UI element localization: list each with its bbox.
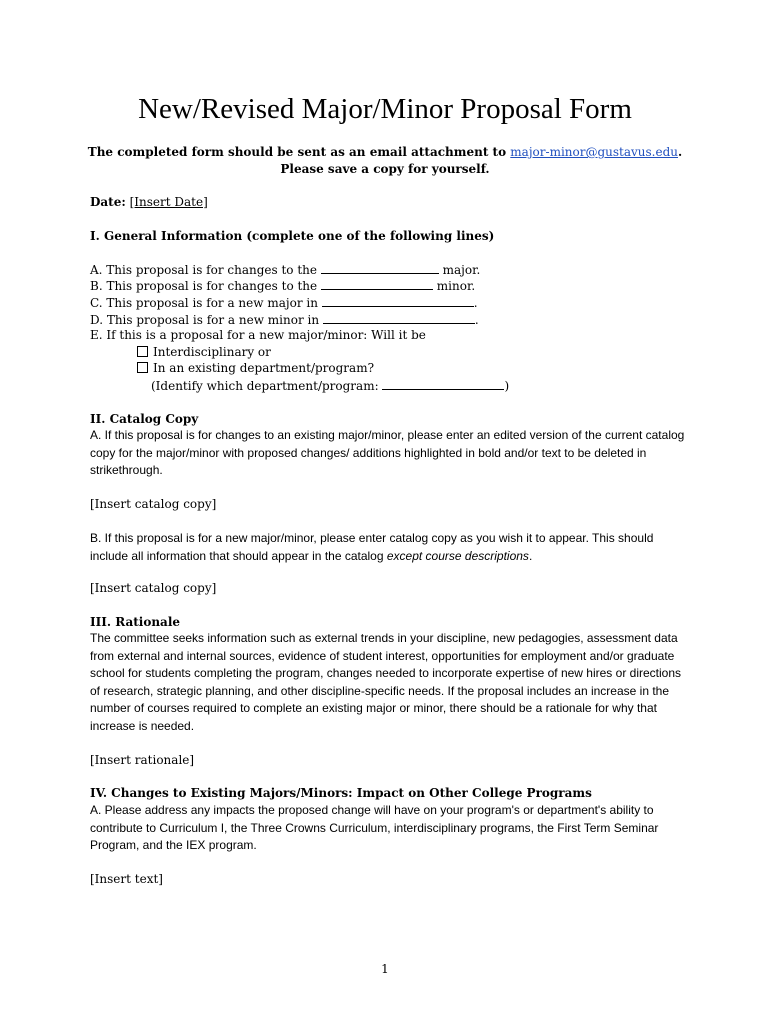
line-d-blank[interactable] (323, 312, 475, 324)
intro-text: The completed form should be sent as an email attachment to (87, 145, 511, 159)
line-c-text: C. This proposal is for a new major in (90, 296, 318, 310)
line-d (90, 312, 479, 327)
date-label: Date: (90, 195, 126, 209)
line-a-text: A. This proposal is for changes to the (90, 263, 317, 277)
line-c-blank[interactable] (322, 295, 474, 307)
section-4-text: A. Please address any impacts the proposed change will have on your program's or department's ability to contribute to Curriculum I, the Three Crowns Curriculum, interdisciplinary programs, the First Term Seminar Program, and the IEX program. (90, 803, 659, 853)
option-existing-department[interactable] (137, 361, 374, 375)
line-d-text: D. This proposal is for a new minor in (90, 313, 320, 327)
date-field[interactable]: [Insert Date] (129, 195, 208, 209)
option-interdisciplinary[interactable] (137, 345, 271, 359)
line-d-suffix: . (474, 313, 479, 327)
line-b-blank[interactable] (321, 278, 433, 290)
section-2-b-italic: except course descriptions (386, 548, 529, 563)
line-a (90, 262, 480, 277)
section-4-heading: IV. Changes to Existing Majors/Minors: Impact on Other College Programs (90, 786, 592, 800)
insert-rationale[interactable]: [Insert rationale] (90, 753, 195, 767)
line-a-blank[interactable] (321, 262, 439, 274)
option-interdisciplinary-label: Interdisciplinary or (153, 345, 271, 359)
insert-text[interactable]: [Insert text] (90, 872, 163, 886)
date-line (90, 195, 208, 209)
page-title: New/Revised Major/Minor Proposal Form (138, 93, 632, 125)
section-2-b-end: . (528, 548, 533, 563)
section-2-b-text (90, 530, 690, 565)
section-3-text: The committee seeks information such as external trends in your discipline, new pedagogies, assessment data from external and internal sources, evidence of student interest, opportunities for employment and/or graduate school for students completing the program, changes needed to incorporate expertise of new hires or directions of research, strategic planning, and other discipline-specific needs. If the proposal includes an increase in the number of courses required to complete an existing major or minor, there should be a rationale for why that increase is needed. (90, 631, 681, 733)
checkbox-icon[interactable] (137, 362, 148, 373)
line-e: E. If this is a proposal for a new major/minor: Will it be (90, 328, 426, 342)
intro-line-2: Please save a copy for yourself. (280, 162, 490, 176)
identify-blank[interactable] (382, 378, 504, 390)
insert-catalog-copy-a[interactable]: [Insert catalog copy] (90, 497, 217, 511)
section-2-b-main: B. If this proposal is for a new major/minor, please enter catalog copy as you wish it to appear. This should include all information that should appear in the catalog (90, 531, 654, 563)
option-existing-department-label: In an existing department/program? (153, 361, 375, 375)
identify-line (151, 378, 509, 393)
section-3-heading: III. Rationale (90, 615, 181, 629)
insert-catalog-copy-b[interactable]: [Insert catalog copy] (90, 581, 217, 595)
section-2-heading: II. Catalog Copy (90, 412, 199, 426)
line-c-suffix: . (473, 296, 478, 310)
identify-close: ) (504, 379, 510, 393)
line-b-suffix: minor. (436, 279, 476, 293)
section-2-a-text: A. If this proposal is for changes to an existing major/minor, please enter an edited version of the current catalog copy for the major/minor with proposed changes/ additions highlighted in bold and/or text to be deleted in strikethrough. (90, 428, 685, 478)
identify-text: (Identify which department/program: (151, 379, 379, 393)
line-b-text: B. This proposal is for changes to the (90, 279, 318, 293)
section-1-heading: I. General Information (complete one of the following lines) (90, 229, 495, 243)
line-c (90, 295, 478, 310)
email-link[interactable]: major-minor@gustavus.edu (510, 145, 679, 159)
line-b (90, 278, 475, 293)
page-number: 1 (381, 962, 389, 976)
checkbox-icon[interactable] (137, 346, 148, 357)
intro-period: . (678, 145, 683, 159)
line-a-suffix: major. (442, 263, 481, 277)
intro-line-1 (0, 145, 770, 159)
